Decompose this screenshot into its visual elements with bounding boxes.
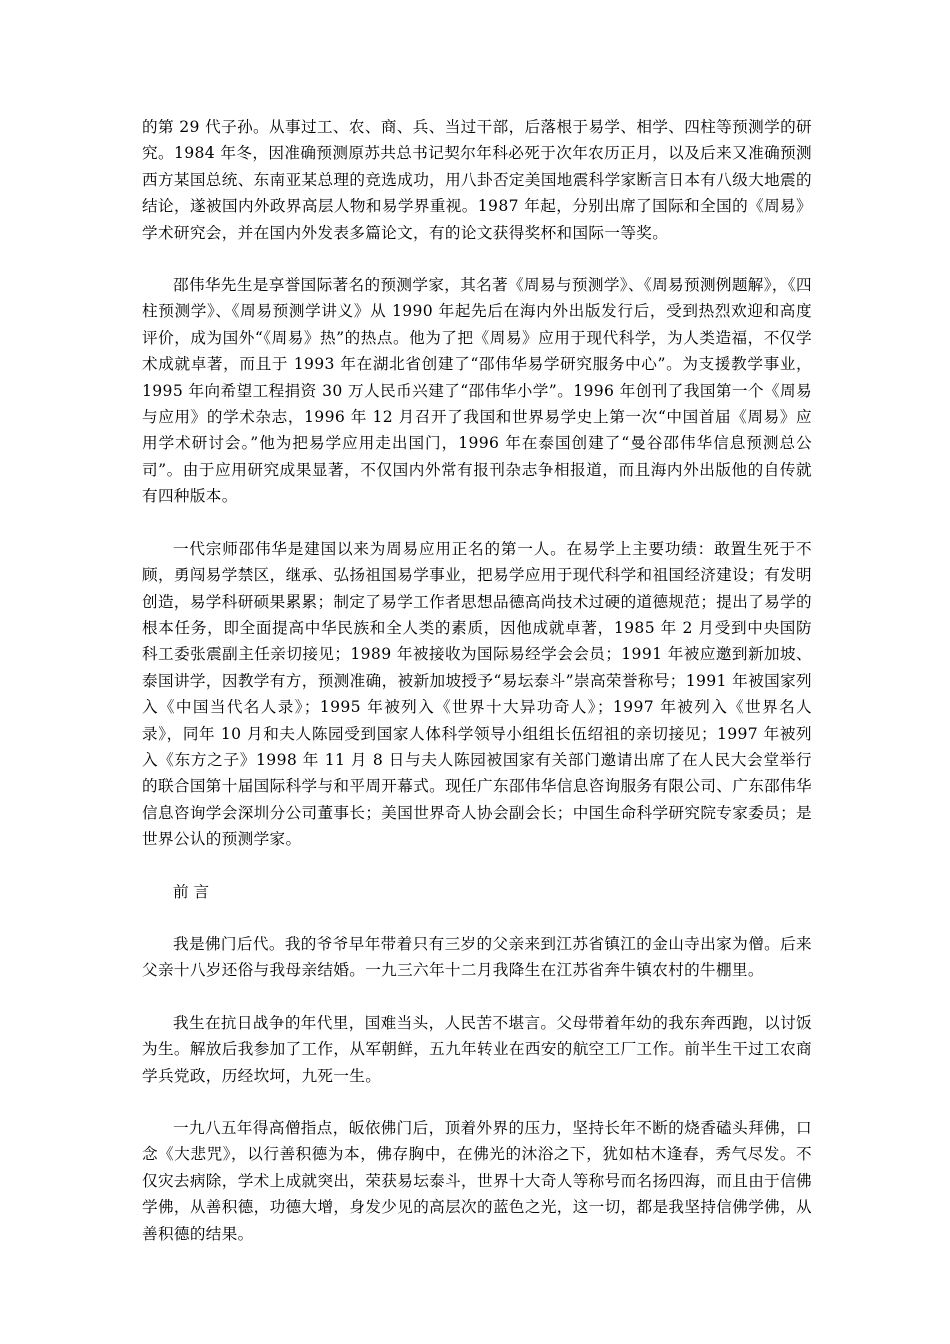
preface-paragraph-3: 一九八五年得高僧指点，皈依佛门后，顶着外界的压力，坚持长年不断的烧香磕头拜佛，口念《大悲咒》，以行善积德为本，佛存胸中，在佛光的沐浴之下，犹如枯木逢春，秀气尽发。不仅灾去病除，学术上成就突出，荣获易坛泰斗，世界十大奇人等称号而名扬四海，而且由于信佛学佛，从善积德，功德大增，身发少见的高层次的蓝色之光，这一切，都是我坚持信佛学佛，从善积德的结果。 [142, 1119, 812, 1243]
body-paragraph-2: 邵伟华先生是享誉国际著名的预测学家，其名著《周易与预测学》、《周易预测例题解》，《四柱预测学》、《周易预测学讲义》从 1990 年起先后在海内外出版发行后，受到热烈欢迎和高度评价，成为国外“《周易》热”的热点。他为了把《周易》应用于现代科学，为人类造福，不仅学术成就卓著，而且于 1993 年在湖北省创建了“邵伟华易学研究服务中心”。为支援教学事业，1995 年向希望工程捐资 30 万人民币兴建了“邵伟华小学”。1996 年创刊了我国第一个《周易与应用》的学术杂志，1996 年 12 月召开了我国和世界易学史上第一次“中国首届《周易》应用学术研讨会。”他为把易学应用走出国门，1996 年在泰国创建了“曼谷邵伟华信息预测总公司”。由于应用研究成果显著，不仅国内外常有报刊杂志争相报道，而且海内外出版他的自传就有四种版本。 [142, 276, 812, 506]
preface-paragraph-1: 我是佛门后代。我的爷爷早年带着只有三岁的父亲来到江苏省镇江的金山寺出家为僧。后来父亲十八岁还俗与我母亲结婚。一九三六年十二月我降生在江苏省奔牛镇农村的牛棚里。 [142, 934, 812, 980]
body-paragraph-1: 的第 29 代子孙。从事过工、农、商、兵、当过干部，后落根于易学、相学、四柱等预测学的研究。1984 年冬，因准确预测原苏共总书记契尔年科必死于次年农历正月，以及后来又准确预测西方某国总统、东南亚某总理的竞选成功，用八卦否定美国地震科学家断言日本有八级大地震的结论，遂被国内外政界高层人物和易学界重视。1987 年起，分别出席了国际和全国的《周易》学术研究会，并在国内外发表多篇论文，有的论文获得奖杯和国际一等奖。 [142, 118, 812, 242]
document-page [142, 114, 812, 1247]
preface-paragraph-2: 我生在抗日战争的年代里，国难当头，人民苦不堪言。父母带着年幼的我东奔西跑，以讨饭为生。解放后我参加了工作，从军朝鲜，五九年转业在西安的航空工厂工作。前半生干过工农商学兵党政，历经坎坷，九死一生。 [142, 1013, 812, 1085]
section-heading-preface: 前 言 [173, 882, 210, 901]
body-paragraph-3: 一代宗师邵伟华是建国以来为周易应用正名的第一人。在易学上主要功绩：敢置生死于不顾，勇闯易学禁区，继承、弘扬祖国易学事业，把易学应用于现代科学和祖国经济建设；有发明创造，易学科研硕果累累；制定了易学工作者思想品德高尚技术过硬的道德规范；提出了易学的根本任务，即全面提高中华民族和全人类的素质，因他成就卓著，1985 年 2 月受到中央国防科工委张震副主任亲切接见；1989 年被接收为国际易经学会会员；1991 年被应邀到新加坡、泰国讲学，因教学有方，预测准确，被新加坡授予“易坛泰斗”崇高荣誉称号；1991 年被国家列入《中国当代名人录》；1995 年被列入《世界十大异功奇人》；1997 年被列入《世界名人录》，同年 10 月和夫人陈园受到国家人体科学领导小组组长伍绍祖的亲切接见；1997 年被列入《东方之子》1998 年 11 月 8 日与夫人陈园被国家有关部门邀请出席了在人民大会堂举行的联合国第十届国际科学与和平周开幕式。现任广东邵伟华信息咨询服务有限公司、广东邵伟华信息咨询学会深圳分公司董事长；美国世界奇人协会副会长；中国生命科学研究院专家委员；是世界公认的预测学家。 [142, 539, 812, 849]
